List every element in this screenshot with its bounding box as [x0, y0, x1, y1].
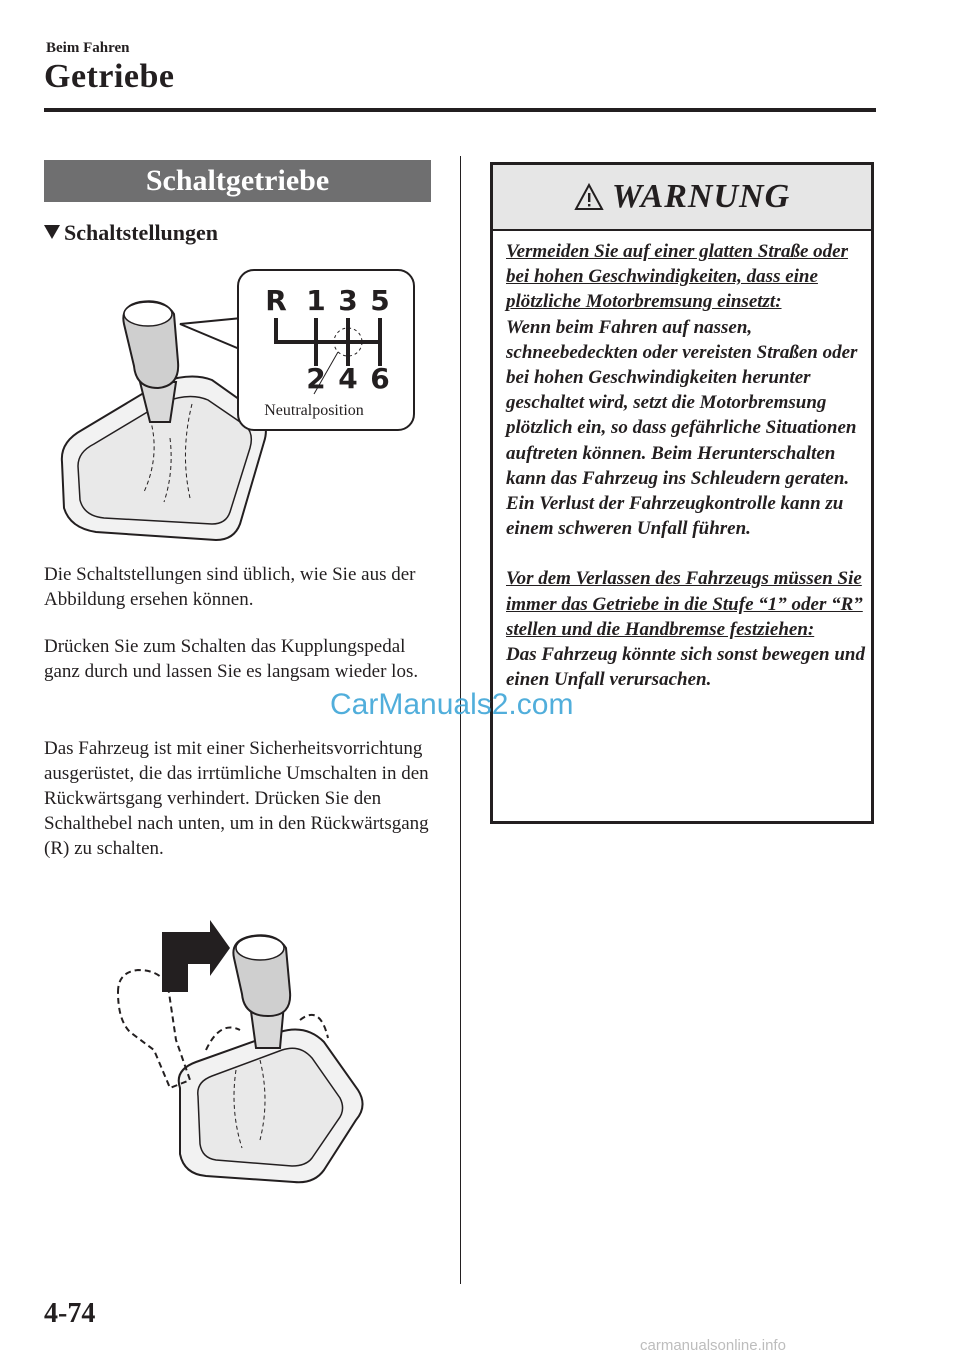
warning-block2-heading: Vor dem Verlassen des Fahrzeugs müssen Sie immer das Getriebe in die Stufe “1” oder “R” stellen und die Handbremse festziehen: [506, 568, 863, 640]
paragraph-1: Die Schaltstellungen sind üblich, wie Sie aus der Abbildung ersehen können. [44, 564, 416, 610]
page-number: 4-74 [44, 1298, 96, 1329]
neutral-position-label: Neutralposition [264, 402, 364, 419]
gear-label-5: 5 [370, 284, 390, 317]
paragraph-3: Das Fahrzeug ist mit einer Sicherheitsvorrichtung ausgerüstet, die das irrtümliche Umschalten in den Rückwärtsgang verhindert. Drücken Sie den Schalthebel nach unten, um in den Rückwärtsgang (R) zu schalten. [44, 738, 429, 859]
section-banner: Schaltgetriebe [44, 160, 431, 202]
breadcrumb: Beim Fahren [46, 40, 130, 56]
page-title: Getriebe [44, 58, 175, 95]
warning-block1-text: Wenn beim Fahren auf nassen, schneebedeckten oder vereisten Straßen oder bei hohen Geschwindigkeiten herunter geschaltet wird, setzt die Motorbremsung plötzlich ein, so dass gefährliche Situationen auftreten können. Beim Herunterschalten kann das Fahrzeug ins Schleudern geraten. Ein Verlust der Fahrzeugkontrolle kann zu einem schweren Unfall führen. [506, 316, 858, 540]
warning-box [490, 162, 874, 824]
warning-triangle-icon [574, 183, 604, 211]
gear-label-r: R [265, 284, 287, 317]
gear-label-4: 4 [338, 362, 358, 395]
footer-site-link[interactable]: carmanualsonline.info [640, 1337, 786, 1354]
gear-label-2: 2 [306, 362, 326, 395]
reverse-engagement-figure [110, 920, 370, 1190]
gear-label-1: 1 [306, 284, 326, 317]
warning-body [493, 231, 871, 692]
warning-block2-text: Das Fahrzeug könnte sich sonst bewegen und einen Unfall verursachen. [506, 644, 865, 691]
triangle-bullet-icon [44, 225, 60, 239]
subheading [44, 220, 218, 246]
shift-pattern-figure [52, 262, 418, 544]
warning-block1-heading: Vermeiden Sie auf einer glatten Straße oder bei hohen Geschwindigkeiten, dass eine plötzliche Motorbremsung einsetzt: [506, 241, 848, 313]
gear-label-6: 6 [370, 362, 390, 395]
header-rule [44, 108, 876, 112]
warning-title: WARNUNG [611, 178, 791, 215]
watermark: CarManuals2.com [330, 688, 574, 721]
gear-label-3: 3 [338, 284, 358, 317]
warning-header [493, 165, 871, 231]
paragraph-2: Drücken Sie zum Schalten das Kupplungspedal ganz durch und lassen Sie es langsam wieder los. [44, 636, 419, 682]
subheading-text: Schaltstellungen [64, 220, 219, 245]
push-down-arrow-icon [162, 920, 230, 992]
